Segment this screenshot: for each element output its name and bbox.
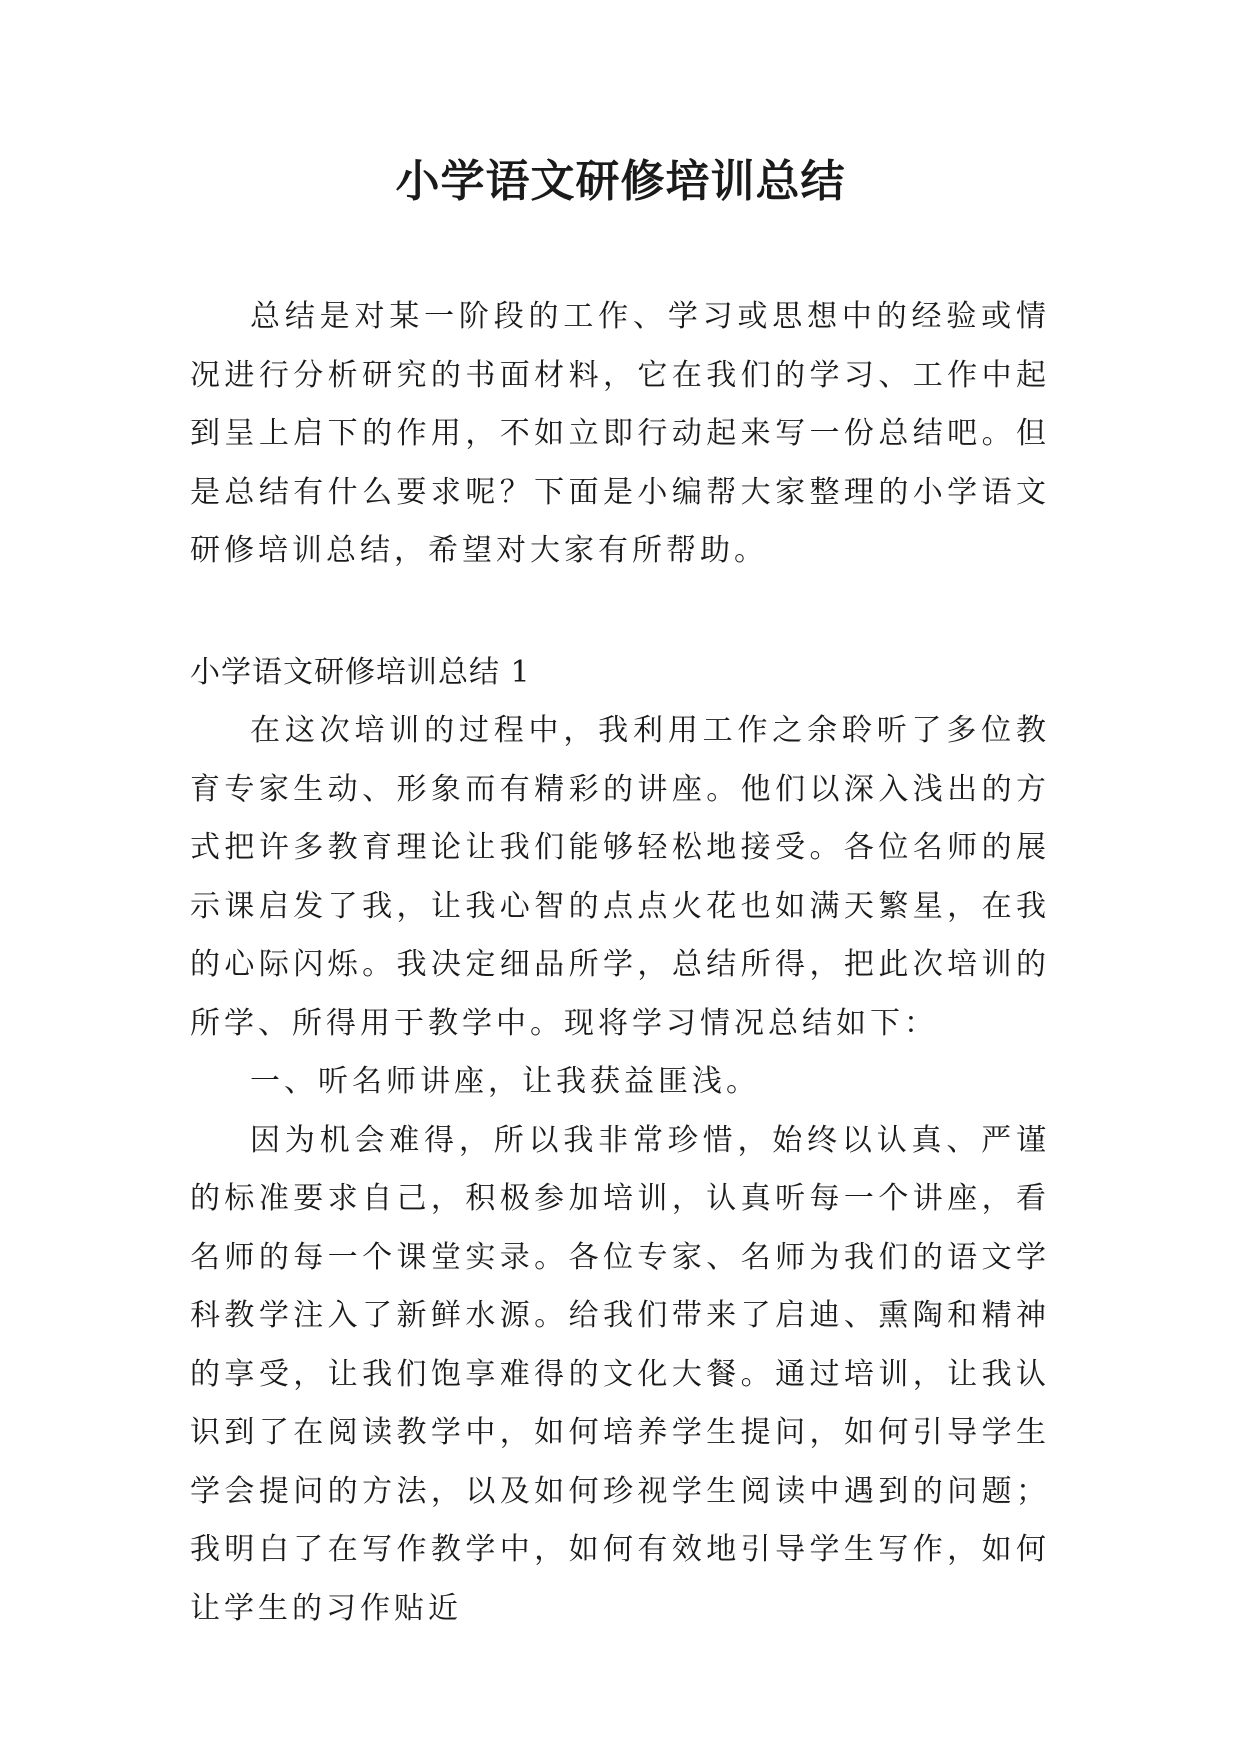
intro-paragraph: 总结是对某一阶段的工作、学习或思想中的经验或情况进行分析研究的书面材料，它在我们的学习、工作中起到呈上启下的作用，不如立即行动起来写一份总结吧。但是总结有什么要求呢？下面是小编帮大家整理的小学语文研修培训总结，希望对大家有所帮助。 — [190, 299, 1050, 568]
section-heading: 小学语文研修培训总结 1 — [190, 655, 531, 690]
section-body — [190, 702, 1050, 1638]
paragraph: 因为机会难得，所以我非常珍惜，始终以认真、严谨的标准要求自己，积极参加培训，认真听每一个讲座，看名师的每一个课堂实录。各位专家、名师为我们的语文学科教学注入了新鲜水源。给我们带来了启迪、熏陶和精神的享受，让我们饱享难得的文化大餐。通过培训，让我认识到了在阅读教学中，如何培养学生提问，如何引导学生学会提问的方法，以及如何珍视学生阅读中遇到的问题；我明白了在写作教学中，如何有效地引导学生写作，如何让学生的习作贴近 — [190, 1122, 1050, 1626]
paragraph: 一、听名师讲座，让我获益匪浅。 — [250, 1064, 760, 1099]
paragraph: 在这次培训的过程中，我利用工作之余聆听了多位教育专家生动、形象而有精彩的讲座。他们以深入浅出的方式把许多教育理论让我们能够轻松地接受。各位名师的展示课启发了我，让我心智的点点火花也如满天繁星，在我的心际闪烁。我决定细品所学，总结所得，把此次培训的所学、所得用于教学中。现将学习情况总结如下： — [190, 713, 1050, 1041]
document-title: 小学语文研修培训总结 — [395, 156, 846, 207]
